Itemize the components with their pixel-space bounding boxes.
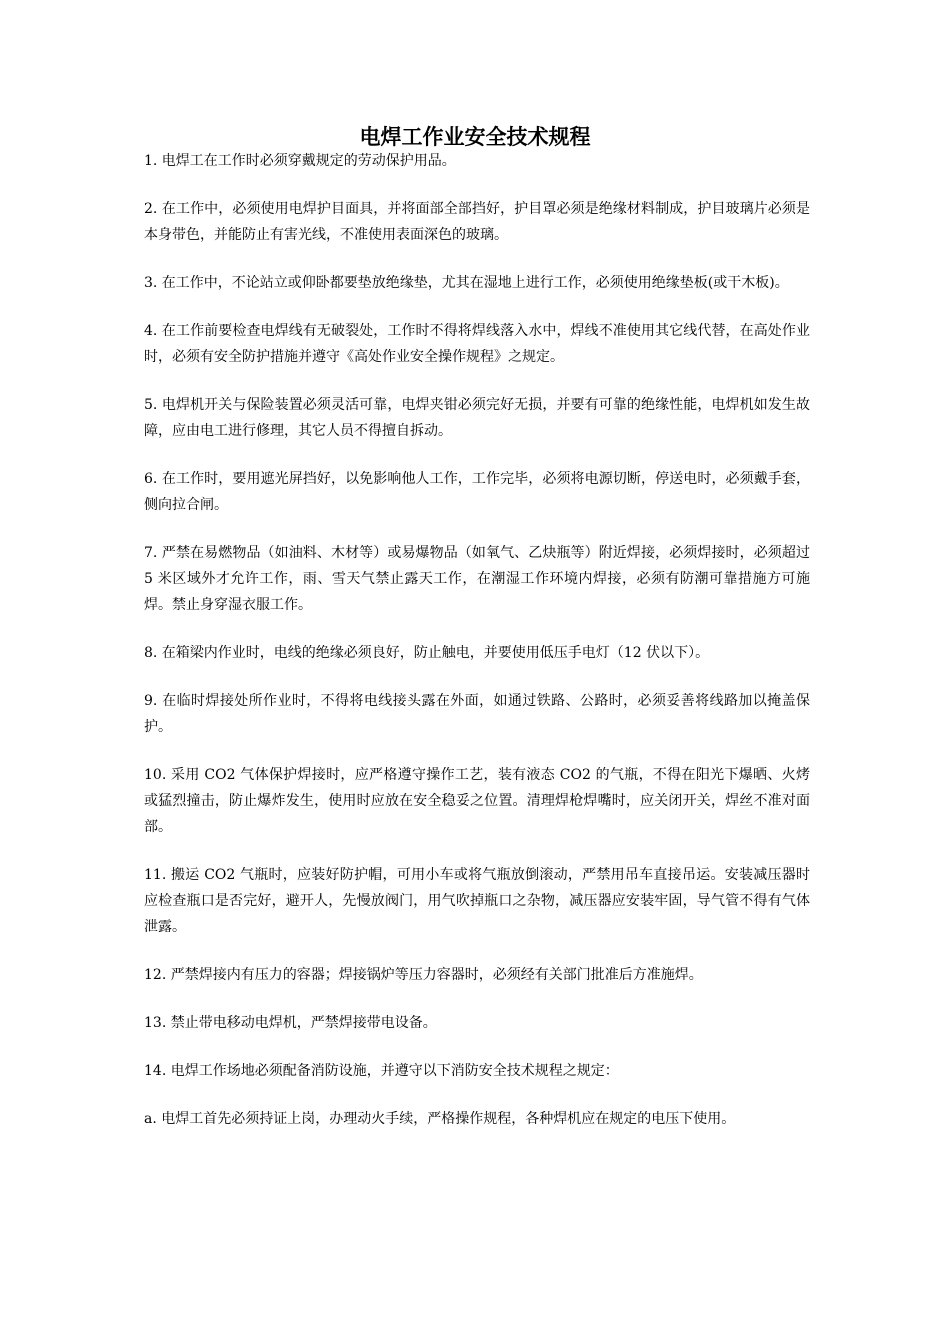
- document-body: [144, 148, 810, 1154]
- paragraph-a: a. 电焊工首先必须持证上岗，办理动火手续，严格操作规程，各种焊机应在规定的电压下使用。: [144, 1111, 736, 1127]
- paragraph-1: 1. 电焊工在工作时必须穿戴规定的劳动保护用品。: [144, 153, 456, 169]
- paragraph-6: 6. 在工作时，要用遮光屏挡好，以免影响他人工作，工作完毕，必须将电源切断，停送电时，必须戴手套，侧向拉合闸。: [144, 471, 810, 513]
- paragraph-10: 10. 采用 CO2 气体保护焊接时，应严格遵守操作工艺，装有液态 CO2 的气瓶，不得在阳光下爆晒、火烤或猛烈撞击，防止爆炸发生，使用时应放在安全稳妥之位置。清理焊枪焊嘴时，应关闭开关，焊丝不准对面部。: [144, 767, 810, 835]
- paragraph-3: 3. 在工作中，不论站立或仰卧都要垫放绝缘垫，尤其在湿地上进行工作，必须使用绝缘垫板(或干木板)。: [144, 275, 789, 291]
- paragraph-5: 5. 电焊机开关与保险装置必须灵活可靠，电焊夹钳必须完好无损，并要有可靠的绝缘性能，电焊机如发生故障，应由电工进行修理，其它人员不得擅自拆动。: [144, 397, 810, 439]
- paragraph-9: 9. 在临时焊接处所作业时，不得将电线接头露在外面，如通过铁路、公路时，必须妥善将线路加以掩盖保护。: [144, 693, 810, 735]
- paragraph-2: 2. 在工作中，必须使用电焊护目面具，并将面部全部挡好，护目罩必须是绝缘材料制成，护目玻璃片必须是本身带色，并能防止有害光线，不准使用表面深色的玻璃。: [144, 201, 810, 243]
- paragraph-8: 8. 在箱梁内作业时，电线的绝缘必须良好，防止触电，并要使用低压手电灯（12 伏以下）。: [144, 645, 710, 661]
- paragraph-13: 13. 禁止带电移动电焊机，严禁焊接带电设备。: [144, 1015, 437, 1031]
- paragraph-7: 7. 严禁在易燃物品（如油料、木材等）或易爆物品（如氧气、乙炔瓶等）附近焊接，必须焊接时，必须超过 5 米区域外才允许工作，雨、雪天气禁止露天工作，在潮湿工作环境内焊接，必须有防潮可靠措施方可施焊。禁止身穿湿衣服工作。: [144, 545, 810, 613]
- paragraph-11: 11. 搬运 CO2 气瓶时，应装好防护帽，可用小车或将气瓶放倒滚动，严禁用吊车直接吊运。安装减压器时应检查瓶口是否完好，避开人，先慢放阀门，用气吹掉瓶口之杂物，减压器应安装牢固，导气管不得有气体泄露。: [144, 867, 810, 935]
- paragraph-14: 14. 电焊工作场地必须配备消防设施，并遵守以下消防安全技术规程之规定：: [144, 1063, 619, 1079]
- paragraph-12: 12. 严禁焊接内有压力的容器；焊接锅炉等压力容器时，必须经有关部门批准后方准施焊。: [144, 967, 703, 983]
- paragraph-4: 4. 在工作前要检查电焊线有无破裂处，工作时不得将焊线落入水中，焊线不准使用其它线代替，在高处作业时，必须有安全防护措施并遵守《高处作业安全操作规程》之规定。: [144, 323, 810, 365]
- document-title: 电焊工作业安全技术规程: [359, 124, 591, 149]
